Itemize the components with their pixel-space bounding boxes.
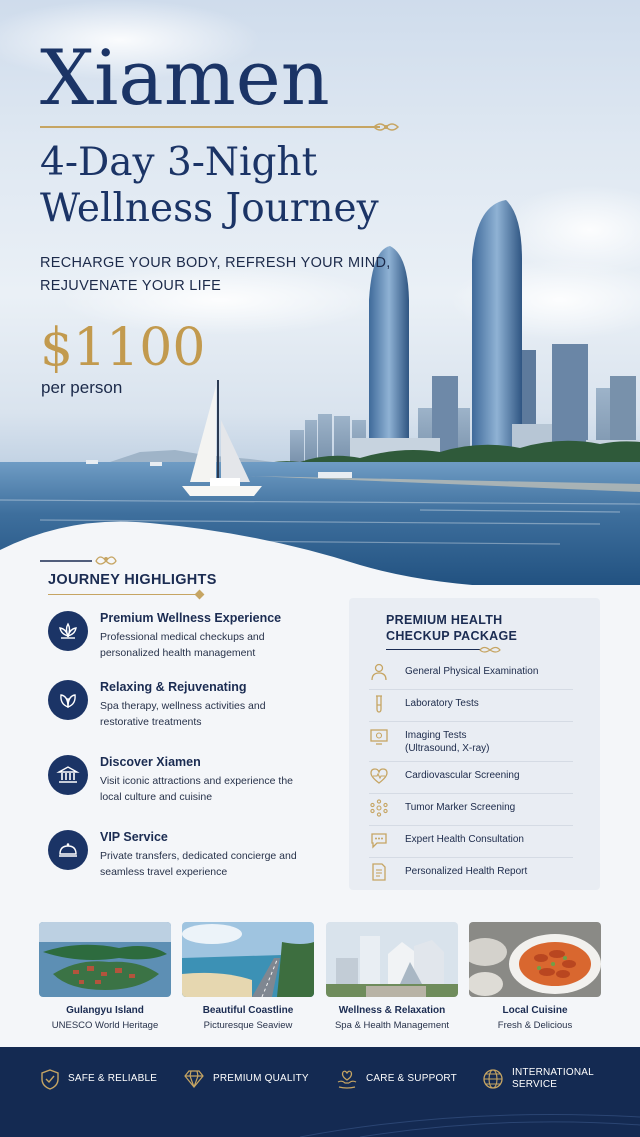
- highlight-desc: Visit iconic attractions and experience the local culture and cuisine: [100, 775, 293, 803]
- gulangyu-island-image: [39, 922, 171, 997]
- package-item-label: Cardiovascular Screening: [405, 770, 520, 781]
- shield-icon: [40, 1068, 60, 1090]
- package-title-line-1: PREMIUM HEALTH: [386, 613, 503, 627]
- highlights-title: JOURNEY HIGHLIGHTS: [48, 572, 217, 588]
- package-divider: [386, 649, 481, 650]
- package-title: [386, 612, 586, 645]
- test-tube-icon: [369, 694, 389, 714]
- highlight-title: VIP Service: [100, 830, 168, 844]
- footer-item: [183, 1067, 309, 1091]
- footer-label: PREMIUM QUALITY: [213, 1072, 309, 1084]
- highlight-title: Relaxing & Rejuvenating: [100, 680, 247, 694]
- package-item-label-line-2: (Ultrasound, X-ray): [405, 743, 490, 754]
- chat-icon: [369, 830, 389, 850]
- leaf-icon: [48, 680, 88, 720]
- package-item: [369, 862, 573, 884]
- highlight-title: Discover Xiamen: [100, 755, 201, 769]
- destination-card: [39, 922, 171, 1031]
- price: $1100: [40, 318, 206, 378]
- highlights-divider: [48, 594, 198, 595]
- destination-card: [182, 922, 314, 1031]
- footer-item: [40, 1067, 157, 1091]
- footer-label-line-1: INTERNATIONAL: [512, 1066, 594, 1078]
- package-item: [369, 694, 573, 722]
- highlight-desc: Professional medical checkups and personalized health management: [100, 631, 265, 659]
- destination-card: [469, 922, 601, 1031]
- coastline-image: [182, 922, 314, 997]
- health-package-card: [349, 598, 600, 890]
- destination-card: [326, 922, 458, 1031]
- footer-bar: [0, 1047, 640, 1137]
- destination-sub: UNESCO World Heritage: [51, 1020, 159, 1031]
- package-item: [369, 726, 573, 762]
- footer-label: CARE & SUPPORT: [366, 1072, 457, 1084]
- highlight-item: [48, 680, 338, 750]
- destination-name: Gulangyu Island: [66, 1005, 144, 1016]
- footer-label: [512, 1067, 594, 1092]
- title-divider: [40, 126, 380, 128]
- package-ornament-icon: [479, 644, 501, 655]
- local-cuisine-image: [469, 922, 601, 997]
- page-subtitle: [40, 140, 379, 232]
- report-icon: [369, 862, 389, 882]
- destination-sub: Picturesque Seaview: [203, 1020, 293, 1031]
- price-note: per person: [41, 378, 123, 397]
- highlight-title: Premium Wellness Experience: [100, 611, 282, 625]
- highlight-item: [48, 830, 338, 900]
- package-item-label: Laboratory Tests: [405, 698, 479, 709]
- footer-label: SAFE & RELIABLE: [68, 1072, 158, 1084]
- package-item: [369, 798, 573, 826]
- highlight-desc: Private transfers, dedicated concierge and seamless travel experience: [100, 850, 297, 878]
- heart-pulse-icon: [369, 766, 389, 786]
- highlights-ornament-icon: [40, 552, 130, 568]
- footer-label-line-2: SERVICE: [512, 1079, 558, 1090]
- care-hands-icon: [336, 1068, 358, 1090]
- package-item-label: Expert Health Consultation: [405, 834, 524, 845]
- highlight-desc: Spa therapy, wellness activities and restorative treatments: [100, 700, 266, 728]
- package-title-line-2: CHECKUP PACKAGE: [386, 629, 518, 644]
- destination-name: Beautiful Coastline: [202, 1005, 294, 1016]
- highlight-item: [48, 611, 338, 681]
- subtitle-line-2: Wellness Journey: [40, 186, 379, 232]
- monitor-icon: [369, 726, 389, 746]
- tagline: [40, 252, 391, 299]
- destination-name: Wellness & Relaxation: [338, 1005, 446, 1016]
- package-item: [369, 662, 573, 690]
- subtitle-line-1: 4-Day 3-Night: [40, 140, 318, 185]
- destination-sub: Fresh & Delicious: [497, 1020, 573, 1031]
- footer-item: [482, 1067, 594, 1091]
- destination-sub: Spa & Health Management: [334, 1020, 450, 1031]
- tagline-line-1: RECHARGE YOUR BODY, REFRESH YOUR MIND,: [40, 255, 391, 271]
- package-item: [369, 830, 573, 858]
- package-item-label: Tumor Marker Screening: [405, 802, 516, 813]
- landmark-icon: [48, 755, 88, 795]
- page-title: Xiamen: [40, 33, 330, 122]
- service-bell-icon: [48, 830, 88, 870]
- package-item-label: [405, 729, 489, 755]
- lotus-icon: [48, 611, 88, 651]
- globe-icon: [482, 1068, 504, 1090]
- ornament-icon: [372, 119, 400, 135]
- footer-item: [336, 1067, 457, 1091]
- tagline-line-2: REJUVENATE YOUR LIFE: [40, 278, 222, 295]
- wellness-center-image: [326, 922, 458, 997]
- package-item-label-line-1: Imaging Tests: [405, 730, 467, 741]
- footer-wave-decoration: [0, 1047, 640, 1137]
- package-item-label: General Physical Examination: [405, 666, 539, 677]
- diamond-icon: [183, 1069, 205, 1089]
- highlight-item: [48, 755, 338, 825]
- package-item-label: Personalized Health Report: [405, 866, 528, 877]
- cells-icon: [369, 798, 389, 818]
- destination-name: Local Cuisine: [502, 1005, 568, 1016]
- doctor-icon: [369, 662, 389, 682]
- package-item: [369, 766, 573, 794]
